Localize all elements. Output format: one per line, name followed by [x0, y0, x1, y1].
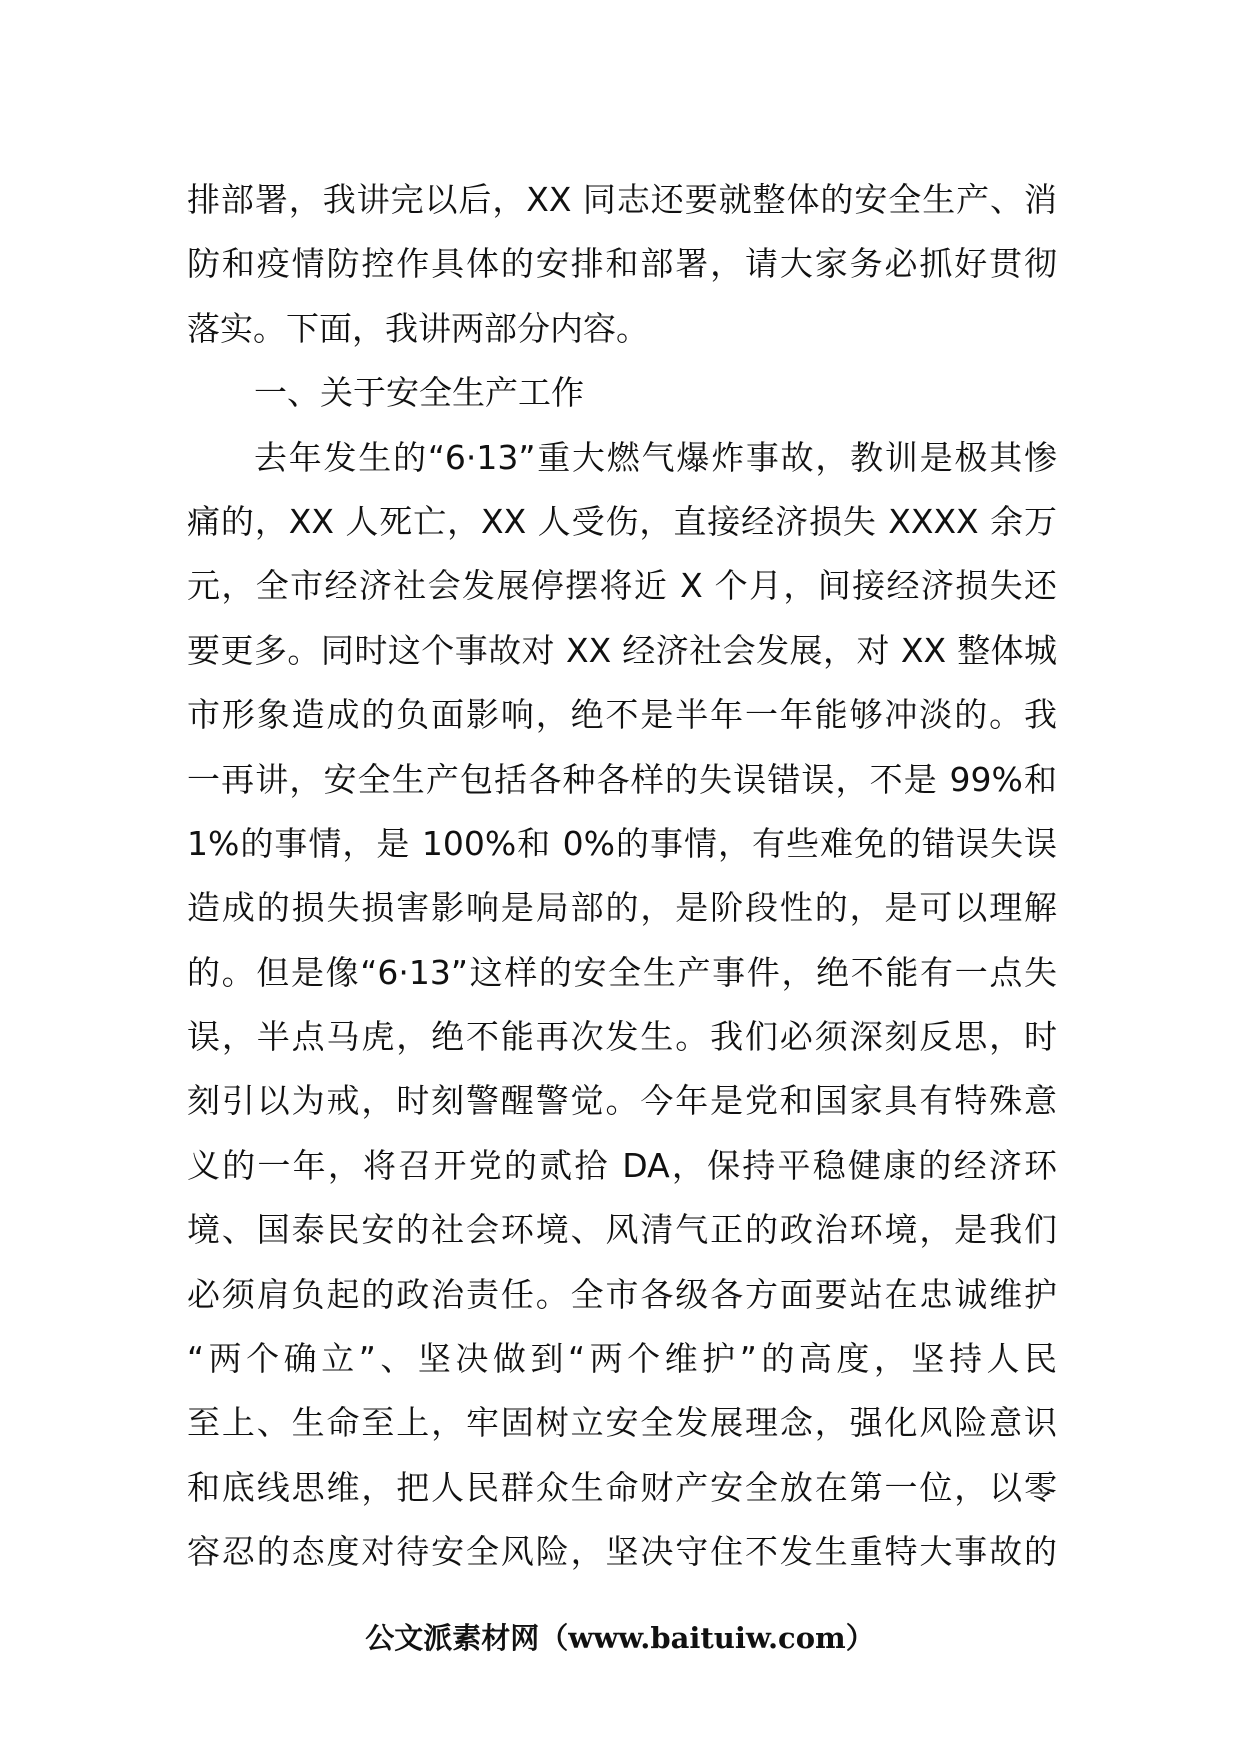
text-line: 要更多。同时这个事故对 XX 经济社会发展，对 XX 整体城 — [187, 630, 1057, 670]
text-line: 防和疫情防控作具体的安排和部署，请大家务必抓好贯彻 — [187, 244, 1057, 284]
text-line: 落实。下面，我讲两部分内容。 — [187, 308, 649, 348]
text-line: 市形象造成的负面影响，绝不是半年一年能够冲淡的。我 — [187, 695, 1057, 735]
text-line: 义的一年，将召开党的贰拾 DA，保持平稳健康的经济环 — [187, 1145, 1057, 1185]
text-line: 境、国泰民安的社会环境、风清气正的政治环境，是我们 — [187, 1210, 1057, 1250]
text-line: 刻引以为戒，时刻警醒警觉。今年是党和国家具有特殊意 — [187, 1081, 1057, 1121]
text-line: 必须肩负起的政治责任。全市各级各方面要站在忠诚维护 — [187, 1274, 1057, 1314]
text-line: 和底线思维，把人民群众生命财产安全放在第一位，以零 — [187, 1467, 1057, 1507]
text-line: 排部署，我讲完以后，XX 同志还要就整体的安全生产、消 — [187, 180, 1057, 219]
text-line: 元，全市经济社会发展停摆将近 X 个月，间接经济损失还 — [187, 566, 1057, 606]
text-line: 至上、生命至上，牢固树立安全发展理念，强化风险意识 — [187, 1403, 1057, 1443]
text-line: 容忍的态度对待安全风险，坚决守住不发生重特大事故的 — [187, 1532, 1057, 1572]
text-line: 1%的事情，是 100%和 0%的事情，有些难免的错误失误 — [187, 823, 1057, 863]
text-line: 造成的损失损害影响是局部的，是阶段性的，是可以理解 — [187, 888, 1057, 928]
text-line: 一再讲，安全生产包括各种各样的失误错误，不是 99%和 — [187, 759, 1057, 799]
text-line: 痛的，XX 人死亡，XX 人受伤，直接经济损失 XXXX 余万 — [187, 501, 1057, 541]
text-line: 去年发生的“6·13”重大燃气爆炸事故，教训是极其惨 — [254, 437, 1057, 477]
document-body — [187, 168, 1057, 1585]
text-line: 的。但是像“6·13”这样的安全生产事件，绝不能有一点失 — [187, 952, 1057, 992]
footer-watermark: 公文派素材网（www.baituiw.com） — [365, 1621, 875, 1655]
section-heading: 一、关于安全生产工作 — [254, 373, 584, 413]
text-line: 误，半点马虎，绝不能再次发生。我们必须深刻反思，时 — [187, 1017, 1057, 1057]
text-line: “两个确立”、坚决做到“两个维护”的高度，坚持人民 — [187, 1339, 1057, 1379]
